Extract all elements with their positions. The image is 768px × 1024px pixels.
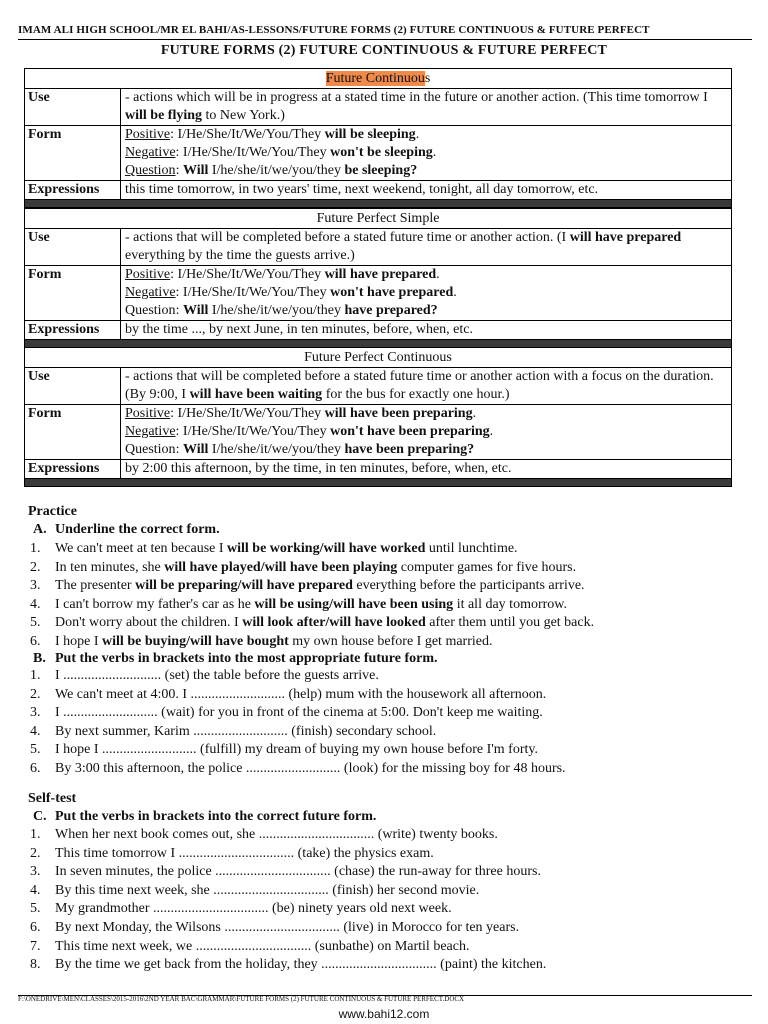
- header-divider: [18, 39, 752, 40]
- answer-choices[interactable]: will look after/will have looked: [242, 615, 426, 631]
- item-text: This time tomorrow I ................................. (take) the physics exam.: [55, 845, 434, 861]
- item-text: When her next book comes out, she ................................. (write) twenty books.: [55, 827, 498, 842]
- table-title: Future Continuous: [25, 69, 732, 89]
- answer-choices[interactable]: will be using/will have been using: [254, 596, 454, 612]
- file-path: F:\ONEDRIVE\MEN\CLASSES\2015-2016\2ND YEAR BAC\GRAMMAR\FUTURE FORMS (2) FUTURE CONTINUOUS & FUTURE PERFECT.DOCX: [18, 995, 465, 1003]
- future-continuous-table: [24, 68, 732, 208]
- table-title: Future Perfect Continuous: [25, 348, 732, 368]
- item-number: 6.: [30, 760, 41, 776]
- item-text: after them until you get back.: [425, 615, 595, 631]
- item-text: By 3:00 this afternoon, the police ........................... (look) for the missing boy for 48 hours.: [55, 760, 566, 776]
- expressions-row: [25, 181, 732, 200]
- question-line: Question: Will I/he/she/it/we/you/they be sleeping?: [125, 163, 418, 178]
- list-item: [30, 614, 740, 633]
- item-text: By the time we get back from the holiday, they ................................. (paint) the kitchen.: [55, 957, 547, 973]
- form-text: [121, 126, 732, 181]
- item-text: I can't borrow my father's car as he: [55, 596, 255, 612]
- question-line: Question: Will I/he/she/it/we/you/they have prepared?: [125, 303, 438, 318]
- item-number: 1.: [30, 541, 41, 556]
- use-label: Use: [25, 229, 121, 266]
- expressions-label: Expressions: [25, 181, 121, 200]
- list-item: [30, 540, 740, 559]
- item-text: We can't meet at 4:00. I ........................... (help) mum with the housework all afternoon.: [55, 686, 547, 702]
- item-number: 4.: [30, 596, 41, 612]
- item-text: I ............................ (set) the table before the guests arrive.: [55, 668, 379, 683]
- page-title: FUTURE FORMS (2) FUTURE CONTINUOUS & FUTURE PERFECT: [160, 43, 608, 58]
- table-title-row: [25, 69, 732, 89]
- item-text: everything before the participants arrive.: [352, 578, 585, 594]
- expressions-row: [25, 460, 732, 479]
- item-number: 5.: [30, 615, 41, 631]
- form-row: [25, 126, 732, 181]
- list-item: [30, 882, 740, 901]
- list-item: [30, 760, 740, 779]
- list-item: [30, 559, 740, 578]
- form-text: [121, 405, 732, 460]
- table-divider-bar: [25, 479, 732, 487]
- use-label: Use: [25, 89, 121, 126]
- item-text: By next summer, Karim ........................... (finish) secondary school.: [55, 723, 437, 739]
- negative-line: Negative: I/He/She/It/We/You/They won't have prepared.: [125, 285, 457, 300]
- list-item: [30, 863, 740, 882]
- list-item: [30, 723, 740, 742]
- item-number: 3.: [30, 864, 41, 880]
- item-text: This time next week, we ................................. (sunbathe) on Martil beach.: [55, 938, 470, 954]
- future-perfect-simple-table: [24, 208, 732, 348]
- list-item: [30, 667, 740, 686]
- item-number: 2.: [30, 686, 41, 702]
- item-text: In seven minutes, the police ................................. (chase) the run-away for three hours.: [55, 864, 541, 880]
- list-item: [30, 826, 740, 845]
- list-item: [30, 596, 740, 615]
- use-text: - actions that will be completed before a stated future time or another action with a focus on the duration. (By 9:00, I will have been waiting for the bus for exactly one hour.): [121, 368, 732, 405]
- form-text: [121, 266, 732, 321]
- question-line: Question: Will I/he/she/it/we/you/they have been preparing?: [125, 442, 475, 457]
- practice-heading: Practice: [28, 504, 77, 519]
- item-number: 1.: [30, 827, 41, 842]
- exercise-c-heading: C. Put the verbs in brackets into the correct future form.: [33, 809, 377, 824]
- table-title-row: [25, 348, 732, 368]
- item-number: 4.: [30, 882, 41, 898]
- item-number: 3.: [30, 705, 41, 721]
- use-row: [25, 229, 732, 266]
- form-label: Form: [25, 126, 121, 181]
- item-number: 6.: [30, 919, 41, 935]
- item-number: 1.: [30, 668, 41, 683]
- item-text: I hope I: [55, 633, 103, 649]
- use-text: - actions which will be in progress at a stated time in the future or another action. (This time tomorrow I will be flying to New York.): [121, 89, 732, 126]
- item-number: 3.: [30, 578, 41, 594]
- self-test-heading: Self-test: [28, 791, 77, 806]
- exercise-a-list: [30, 540, 740, 652]
- exercise-b-heading: B. Put the verbs in brackets into the most appropriate future form.: [33, 651, 438, 666]
- answer-choices[interactable]: will be working/will have worked: [227, 541, 426, 556]
- exercise-c-list: [30, 826, 740, 975]
- item-number: 6.: [30, 633, 41, 649]
- use-text: - actions that will be completed before a stated future time or another action. (I will have prepared everything by the time the guests arrive.): [121, 229, 732, 266]
- use-row: [25, 368, 732, 405]
- list-item: [30, 741, 740, 760]
- list-item: [30, 956, 740, 975]
- answer-choices[interactable]: will be buying/will have bought: [102, 633, 289, 649]
- expressions-text: by 2:00 this afternoon, by the time, in ten minutes, before, when, etc.: [121, 460, 732, 479]
- expressions-label: Expressions: [25, 460, 121, 479]
- list-item: [30, 900, 740, 919]
- form-label: Form: [25, 266, 121, 321]
- document-header: IMAM ALI HIGH SCHOOL/MR EL BAHI/AS-LESSONS/FUTURE FORMS (2) FUTURE CONTINUOUS & FUTURE PERFECT: [18, 24, 650, 36]
- list-item: [30, 938, 740, 957]
- item-text: By next Monday, the Wilsons ................................. (live) in Morocco for ten years.: [55, 919, 520, 935]
- item-number: 5.: [30, 742, 41, 758]
- item-text: I ........................... (wait) for you in front of the cinema at 5:00. Don't keep me waiting.: [55, 705, 543, 721]
- item-text: We can't meet at ten because I: [55, 541, 228, 556]
- item-text: By this time next week, she ................................. (finish) her second movie.: [55, 882, 480, 898]
- positive-line: Positive: I/He/She/It/We/You/They will have been preparing.: [125, 406, 477, 421]
- item-number: 7.: [30, 938, 41, 954]
- expressions-text: by the time ..., by next June, in ten minutes, before, when, etc.: [121, 321, 732, 340]
- item-number: 5.: [30, 901, 41, 917]
- future-perfect-continuous-table: [24, 347, 732, 487]
- item-number: 2.: [30, 845, 41, 861]
- item-text: it all day tomorrow.: [453, 596, 567, 612]
- item-text: The presenter: [55, 578, 136, 594]
- list-item: [30, 633, 740, 652]
- form-row: [25, 266, 732, 321]
- item-text: In ten minutes, she: [55, 559, 165, 575]
- expressions-row: [25, 321, 732, 340]
- list-item: [30, 704, 740, 723]
- negative-line: Negative: I/He/She/It/We/You/They won't have been preparing.: [125, 424, 494, 439]
- form-label: Form: [25, 405, 121, 460]
- use-label: Use: [25, 368, 121, 405]
- use-row: [25, 89, 732, 126]
- form-row: [25, 405, 732, 460]
- website-link[interactable]: www.bahi12.com: [338, 1007, 430, 1021]
- item-text: computer games for five hours.: [397, 559, 577, 575]
- negative-line: Negative: I/He/She/It/We/You/They won't be sleeping.: [125, 145, 437, 160]
- answer-choices[interactable]: will have played/will have been playing: [164, 559, 398, 575]
- item-text: my own house before I get married.: [288, 633, 493, 649]
- positive-line: Positive: I/He/She/It/We/You/They will have prepared.: [125, 267, 440, 282]
- item-text: until lunchtime.: [425, 541, 518, 556]
- item-number: 2.: [30, 559, 41, 575]
- expressions-label: Expressions: [25, 321, 121, 340]
- expressions-text: this time tomorrow, in two years' time, next weekend, tonight, all day tomorrow, etc.: [121, 181, 732, 200]
- positive-line: Positive: I/He/She/It/We/You/They will be sleeping.: [125, 127, 420, 142]
- item-text: I hope I ........................... (fulfill) my dream of buying my own house before I'm forty.: [55, 742, 538, 758]
- list-item: [30, 577, 740, 596]
- list-item: [30, 845, 740, 864]
- list-item: [30, 919, 740, 938]
- list-item: [30, 686, 740, 705]
- answer-choices[interactable]: will be preparing/will have prepared: [135, 578, 353, 594]
- item-text: My grandmother ................................. (be) ninety years old next week.: [55, 901, 452, 917]
- item-number: 8.: [30, 957, 41, 973]
- exercise-b-list: [30, 667, 740, 779]
- table-title: Future Perfect Simple: [25, 209, 732, 229]
- table-divider-bar: [25, 200, 732, 208]
- table-title-row: [25, 209, 732, 229]
- exercise-a-heading: A. Underline the correct form.: [33, 522, 220, 537]
- item-text: Don't worry about the children. I: [55, 615, 243, 631]
- item-number: 4.: [30, 723, 41, 739]
